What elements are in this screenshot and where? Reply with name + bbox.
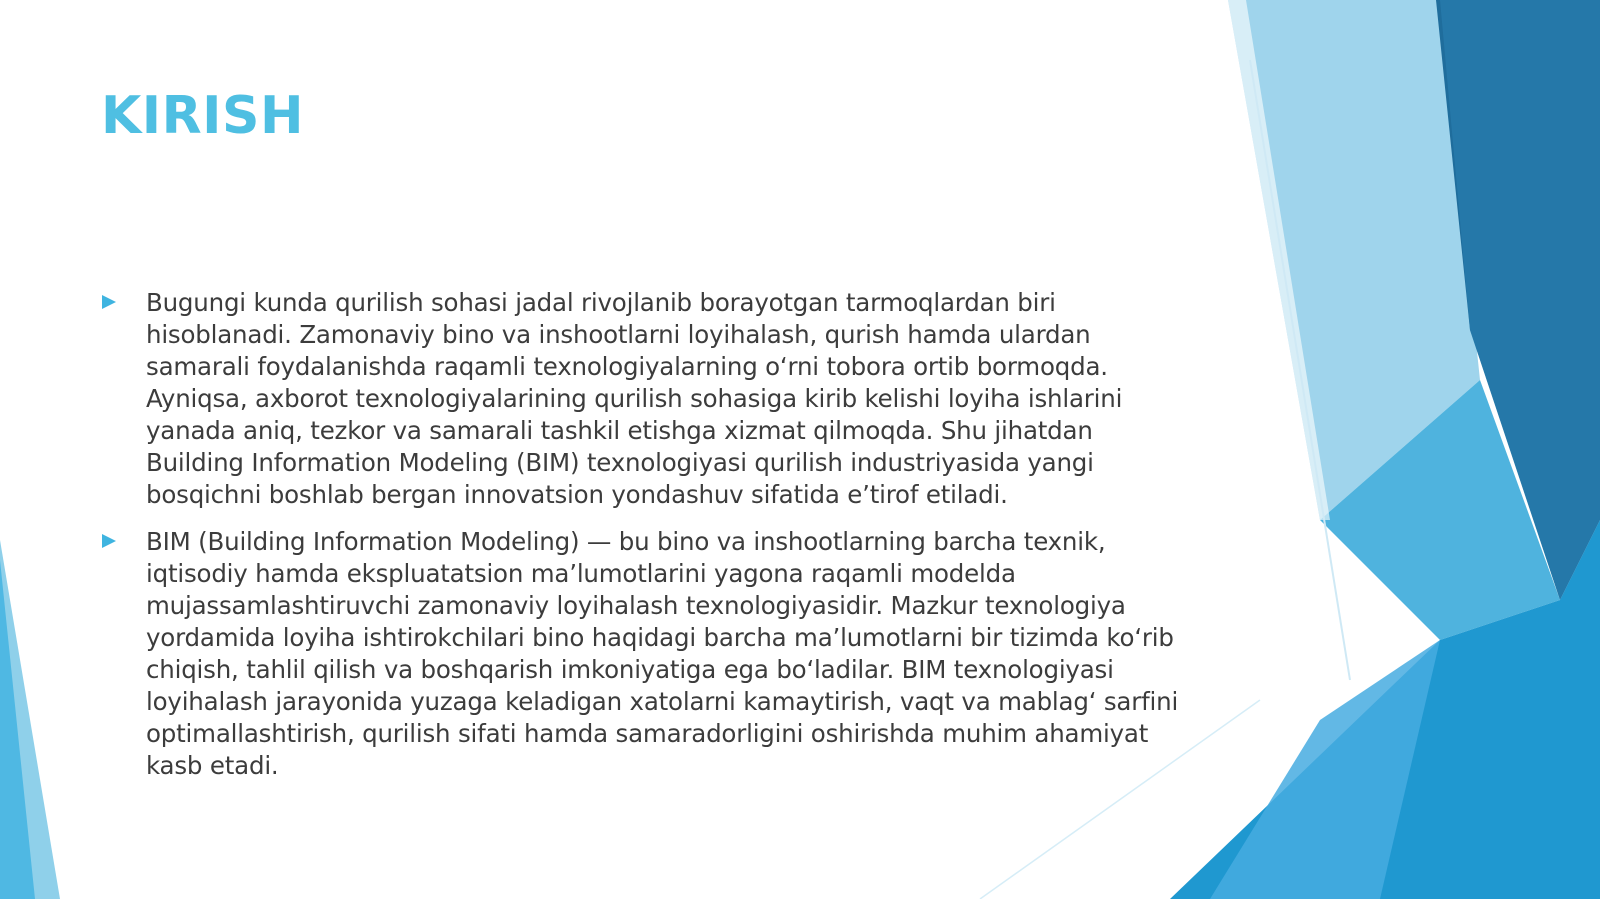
bullet-item — [100, 287, 1190, 511]
bullet-arrow-icon — [102, 534, 116, 548]
bullet-arrow-icon — [102, 295, 116, 309]
slide-title: KIRISH — [101, 86, 305, 146]
bullet-text: BIM (Building Information Modeling) — bu bino va inshootlarning barcha texnik, iqtisodiy hamda ekspluatatsion ma’lumotlarini yagona raqamli modelda mujassamlashtiruvchi zamonaviy loyihalash texnologiyasidir. Mazkur texnologiya yordamida loyiha ishtirokchilari bino haqidagi barcha ma’lumotlarni bir tizimda ko‘rib chiqish, tahlil qilish va boshqarish imkoniyatiga ega bo‘ladilar. BIM texnologiyasi loyihalash jarayonida yuzaga keladigan xatolarni kamaytirish, vaqt va mablag‘ sarfini optimallashtirish, qurilish sifati hamda samaradorligini oshirishda muhim ahamiyat kasb etadi. — [146, 527, 1179, 780]
bullet-text: Bugungi kunda qurilish sohasi jadal rivojlanib borayotgan tarmoqlardan biri hisoblanadi. Zamonaviy bino va inshootlarni loyihalash, qurish hamda ulardan samarali foydalanishda raqamli texnologiyalarning o‘rni tobora ortib bormoqda. Ayniqsa, axborot texnologiyalarining qurilish sohasiga kirib kelishi loyiha ishlarini yanada aniq, tezkor va samarali tashkil etishga xizmat qilmoqda. Shu jihatdan Building Information Modeling (BIM) texnologiyasi qurilish industriyasida yangi bosqichni boshlab bergan innovatsion yondashuv sifatida e’tirof etiladi. — [146, 288, 1123, 509]
bullet-item — [100, 526, 1190, 782]
bullet-list — [100, 287, 1190, 797]
